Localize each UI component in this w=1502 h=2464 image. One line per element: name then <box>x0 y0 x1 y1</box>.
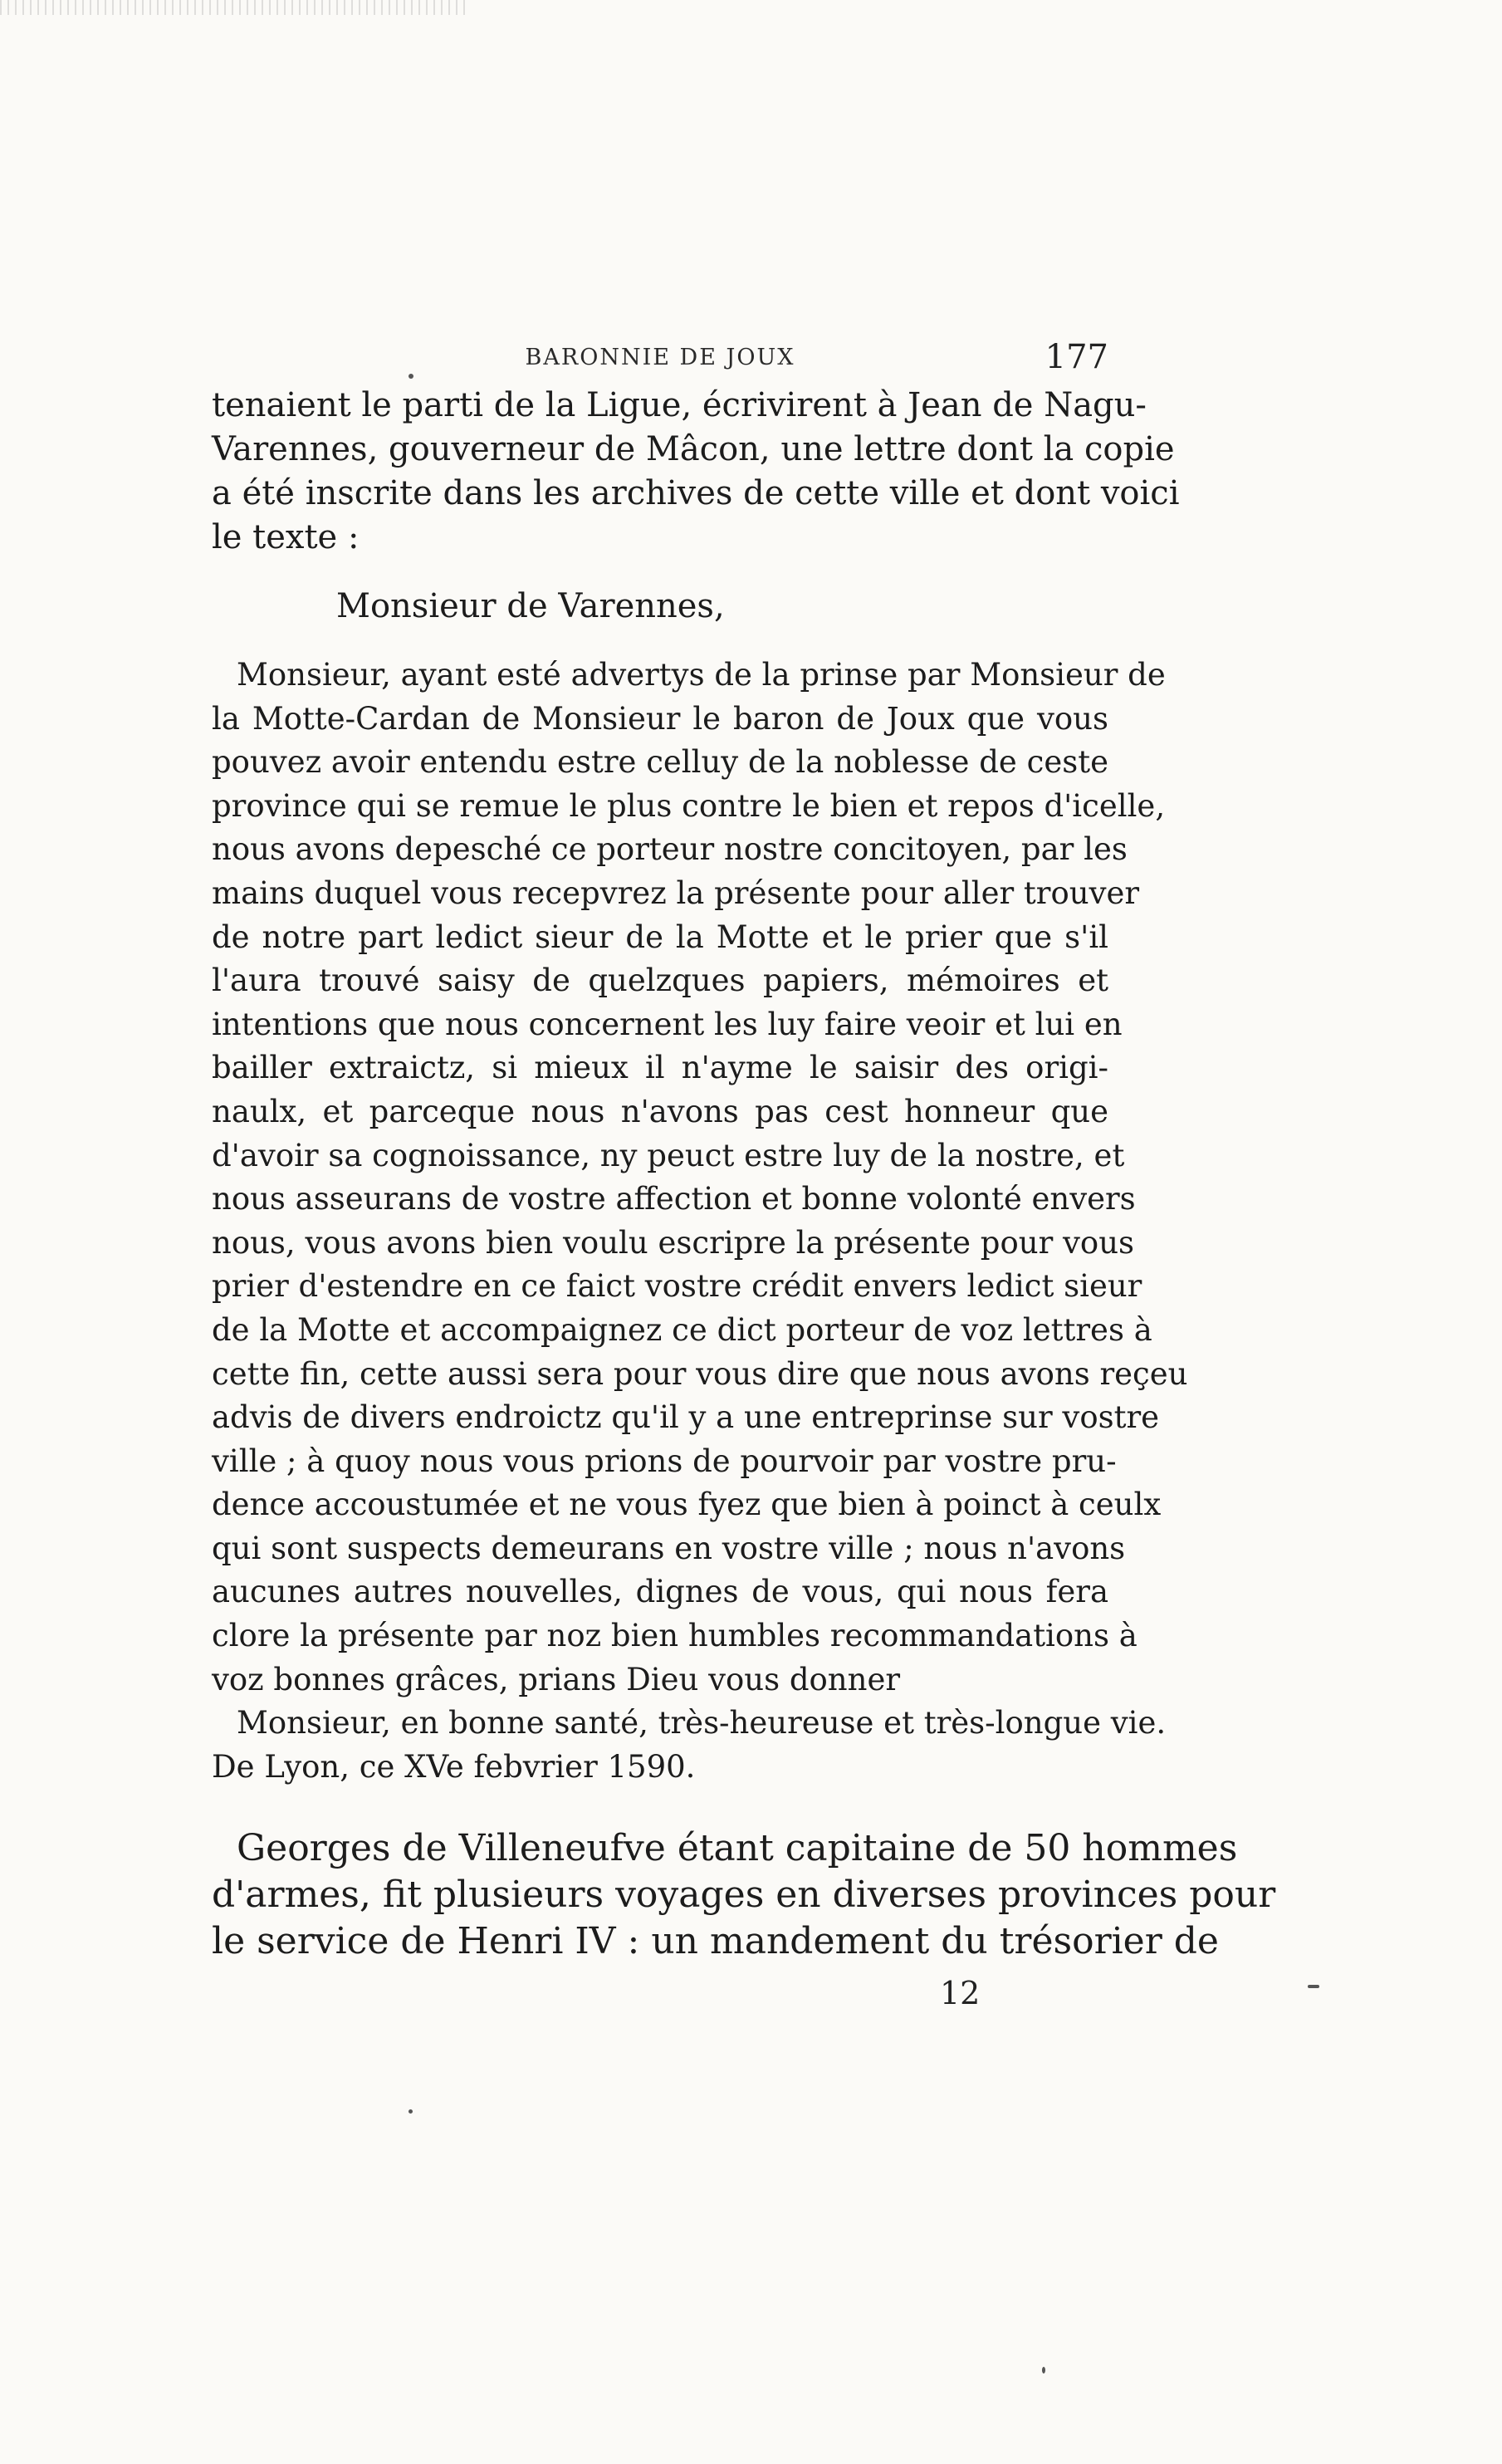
closing-line: Georges de Villeneufve étant capitaine de 50 hommes <box>237 1827 1238 1870</box>
letter-line: nous, vous avons bien voulu escripre la présente pour vous <box>212 1224 1135 1261</box>
running-title: BARONNIE DE JOUX <box>525 345 795 370</box>
letter-line: voz bonnes grâces, prians Dieu vous donner <box>212 1661 901 1697</box>
intro-line: le texte : <box>212 518 360 556</box>
letter-line: de notre part ledict sieur de la Motte et le prier que s'il <box>212 918 1108 955</box>
ink-speck <box>409 2109 413 2114</box>
letter-closing-line: Monsieur, en bonne santé, très-heureuse et très-longue vie. <box>237 1705 1167 1741</box>
letter-line: l'aura trouvé saisy de quelzques papiers, mémoires et <box>212 963 1108 999</box>
letter-line: d'avoir sa cognoissance, ny peuct estre luy de la nostre, et <box>212 1137 1125 1173</box>
letter-line: nous asseurans de vostre affection et bonne volonté envers <box>212 1181 1136 1217</box>
ink-speck <box>1042 2367 1045 2373</box>
letter-line: intentions que nous concernent les luy faire veoir et lui en <box>212 1006 1123 1042</box>
running-head <box>212 336 1108 386</box>
intro-line: a été inscrite dans les archives de cette ville et dont voici <box>212 474 1180 512</box>
letter-line: la Motte-Cardan de Monsieur le baron de Joux que vous <box>212 700 1108 737</box>
intro-line: Varennes, gouverneur de Mâcon, une lettre dont la copie <box>212 430 1175 468</box>
closing-paragraph <box>212 1825 1276 1965</box>
ink-speck <box>1308 1985 1319 1988</box>
letter-date-line: De Lyon, ce XVe febvrier 1590. <box>212 1748 696 1785</box>
letter-line: advis de divers endroictz qu'il y a une entreprinse sur vostre <box>212 1399 1160 1436</box>
letter-line: cette fin, cette aussi sera pour vous dire que nous avons reçeu <box>212 1355 1188 1392</box>
letter-salutation: Monsieur de Varennes, <box>336 587 725 625</box>
letter-line: prier d'estendre en ce faict vostre crédit envers ledict sieur <box>212 1268 1142 1305</box>
letter-line: de la Motte et accompaignez ce dict porteur de voz lettres à <box>212 1311 1152 1348</box>
letter-line: province qui se remue le plus contre le bien et repos d'icelle, <box>212 787 1166 824</box>
letter-line: Monsieur, ayant esté advertys de la prinse par Monsieur de <box>237 657 1166 693</box>
signature-mark: 12 <box>940 1975 981 2011</box>
letter-line: qui sont suspects demeurans en vostre ville ; nous n'avons <box>212 1530 1126 1566</box>
ink-speck <box>409 374 413 379</box>
letter-line: nous avons depesché ce porteur nostre concitoyen, par les <box>212 831 1128 868</box>
letter-line: ville ; à quoy nous vous prions de pourvoir par vostre pru- <box>212 1443 1117 1479</box>
letter-line: clore la présente par noz bien humbles recommandations à <box>212 1618 1138 1654</box>
letter-line: bailler extraictz, si mieux il n'ayme le saisir des origi- <box>212 1050 1108 1086</box>
closing-line: d'armes, fit plusieurs voyages en diverses provinces pour <box>212 1874 1276 1917</box>
letter-line: naulx, et parceque nous n'avons pas cest honneur que <box>212 1093 1108 1129</box>
letter-line: mains duquel vous recepvrez la présente pour aller trouver <box>212 874 1140 911</box>
intro-paragraph <box>212 384 1180 560</box>
body-text <box>212 384 1276 1965</box>
scan-noise <box>0 0 465 15</box>
letter-body <box>212 654 1188 1789</box>
page-number: 177 <box>1045 338 1108 376</box>
letter-line: dence accoustumée et ne vous fyez que bien à poinct à ceulx <box>212 1487 1162 1523</box>
intro-line: tenaient le parti de la Ligue, écrivirent à Jean de Nagu- <box>212 386 1147 424</box>
closing-line: le service de Henri IV : un mandement du trésorier de <box>212 1920 1219 1963</box>
letter-line: aucunes autres nouvelles, dignes de vous, qui nous fera <box>212 1574 1108 1610</box>
letter-line: pouvez avoir entendu estre celluy de la noblesse de ceste <box>212 744 1108 781</box>
